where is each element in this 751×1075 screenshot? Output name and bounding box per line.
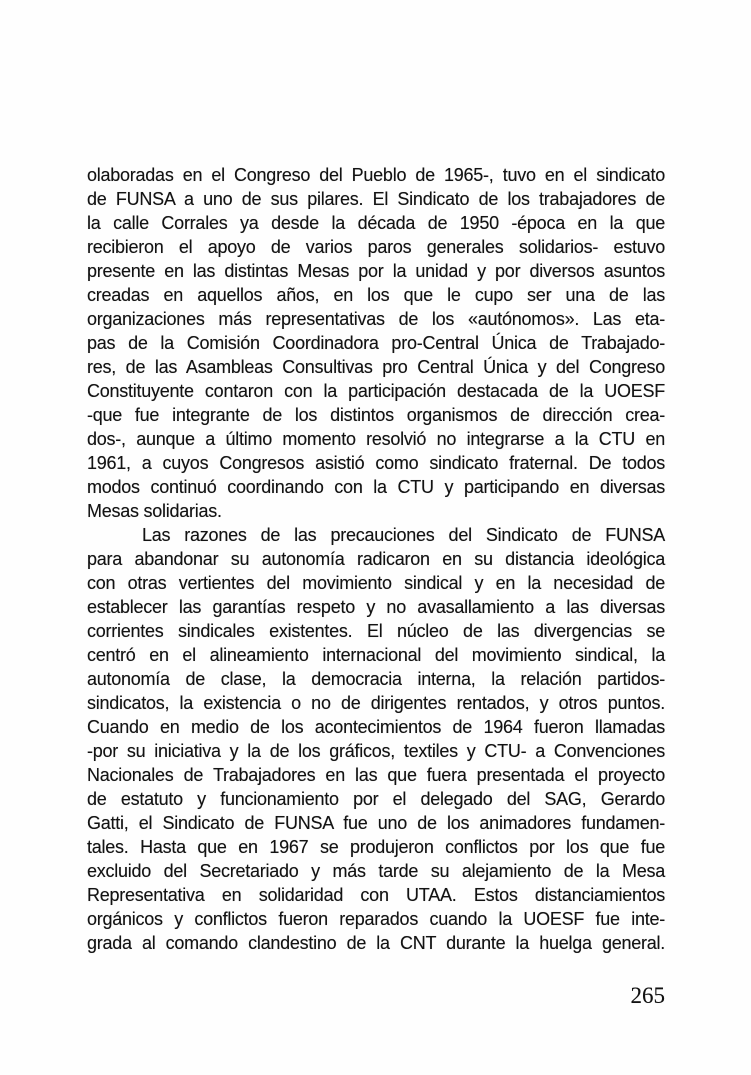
text-line: dos-, aunque a último momento resolvió no integrarse a la CTU en [87, 429, 665, 449]
text-line: creadas en aquellos años, en los que le cupo ser una de las [87, 285, 665, 305]
text-line: tales. Hasta que en 1967 se produjeron conflictos por los que fue [87, 837, 665, 857]
text-line: res, de las Asambleas Consultivas pro Central Única y del Congreso [87, 357, 665, 377]
text-line: centró en el alineamiento internacional del movimiento sindical, la [87, 645, 665, 665]
text-line: con otras vertientes del movimiento sindical y en la necesidad de [87, 573, 665, 593]
text-line: orgánicos y conflictos fueron reparados cuando la UOESF fue inte- [87, 909, 665, 929]
text-line: Gatti, el Sindicato de FUNSA fue uno de los animadores fundamen- [87, 813, 665, 833]
text-line: modos continuó coordinando con la CTU y participando en diversas [87, 477, 665, 497]
text-line: sindicatos, la existencia o no de dirigentes rentados, y otros puntos. [87, 693, 665, 713]
text-line: Cuando en medio de los acontecimientos de 1964 fueron llamadas [87, 717, 665, 737]
text-line: excluido del Secretariado y más tarde su alejamiento de la Mesa [87, 861, 665, 881]
text-line: recibieron el apoyo de varios paros generales solidarios- estuvo [87, 237, 665, 257]
text-line: presente en las distintas Mesas por la unidad y por diversos asuntos [87, 261, 665, 281]
text-line: de estatuto y funcionamiento por el delegado del SAG, Gerardo [87, 789, 665, 809]
text-line: de FUNSA a uno de sus pilares. El Sindicato de los trabajadores de [87, 189, 665, 209]
text-line: 1961, a cuyos Congresos asistió como sindicato fraternal. De todos [87, 453, 665, 473]
text-line: Nacionales de Trabajadores en las que fuera presentada el proyecto [87, 765, 665, 785]
text-line: establecer las garantías respeto y no avasallamiento a las diversas [87, 597, 665, 617]
text-line: para abandonar su autonomía radicaron en su distancia ideológica [87, 549, 665, 569]
page-number: 265 [630, 983, 665, 1008]
text-line: la calle Corrales ya desde la década de 1950 -época en la que [87, 213, 665, 233]
text-line: -por su iniciativa y la de los gráficos, textiles y CTU- a Convenciones [87, 741, 665, 761]
text-line: Constituyente contaron con la participación destacada de la UOESF [87, 381, 665, 401]
text-line: Representativa en solidaridad con UTAA. Estos distanciamientos [87, 885, 665, 905]
text-line: autonomía de clase, la democracia interna, la relación partidos- [87, 669, 665, 689]
text-line: organizaciones más representativas de los «autónomos». Las eta- [87, 309, 665, 329]
text-line: pas de la Comisión Coordinadora pro-Central Única de Trabajado- [87, 333, 665, 353]
text-line: grada al comando clandestino de la CNT durante la huelga general. [87, 933, 665, 953]
text-line: Las razones de las precauciones del Sindicato de FUNSA [142, 525, 665, 545]
text-line: -que fue integrante de los distintos organismos de dirección crea- [87, 405, 665, 425]
paragraph [87, 523, 665, 955]
text-line: corrientes sindicales existentes. El núcleo de las divergencias se [87, 621, 665, 641]
text-line: olaboradas en el Congreso del Pueblo de 1965-, tuvo en el sindicato [87, 165, 665, 185]
paragraph [87, 163, 665, 523]
text-line: Mesas solidarias. [87, 501, 222, 521]
body-text [87, 163, 665, 955]
